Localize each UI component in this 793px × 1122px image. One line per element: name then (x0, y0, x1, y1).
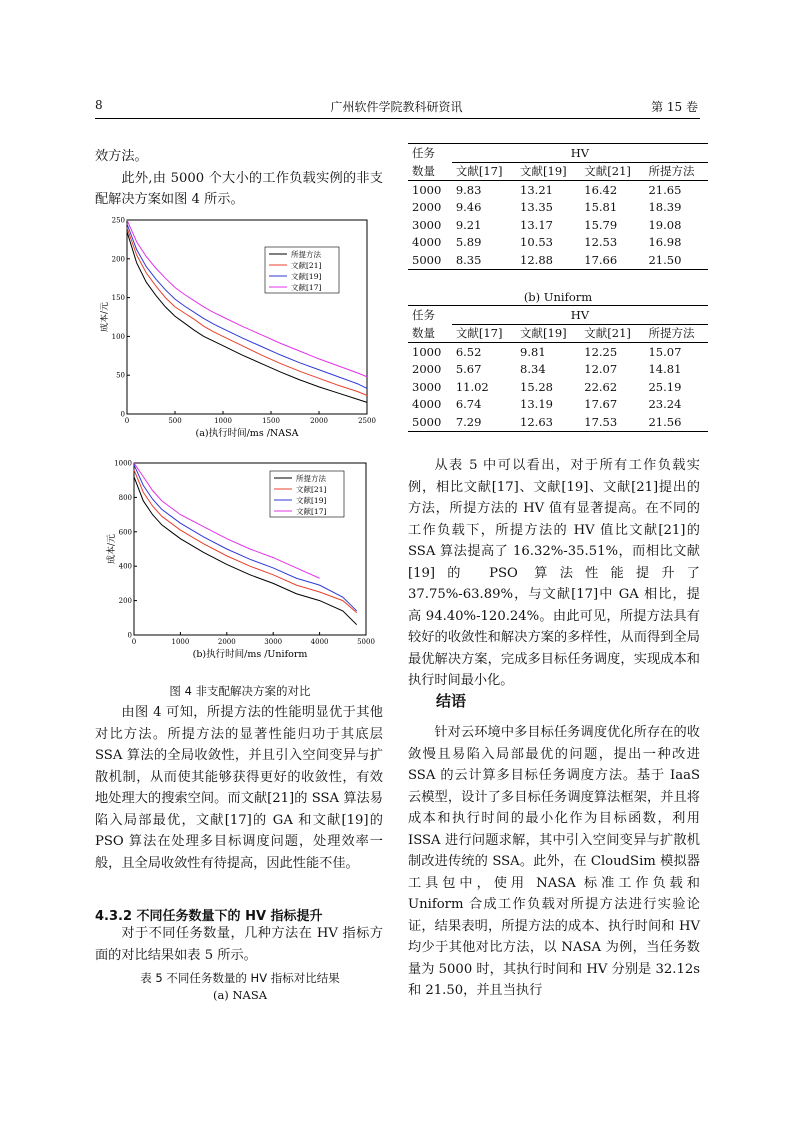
table-header-cell: 所提方法 (644, 324, 708, 343)
table-cell: 15.07 (648, 344, 682, 359)
legend-label: 所提方法 (296, 474, 326, 483)
table-cell: 6.74 (455, 397, 482, 412)
table-cell: 7.29 (452, 413, 516, 431)
table-cell: 17.67 (584, 397, 618, 412)
y-tick-label: 100 (111, 332, 125, 341)
figure-caption: 图 4 非支配解决方案的对比 (169, 684, 311, 698)
x-tick-label: 3000 (264, 638, 283, 646)
y-axis-label: 成本/元 (107, 533, 117, 565)
x-tick-label: 500 (168, 417, 182, 425)
y-tick-label: 200 (111, 255, 125, 264)
table-header-cell: 文献[21] (580, 324, 644, 343)
table-cell: 25.19 (648, 379, 682, 394)
table-cell: 13.35 (520, 200, 553, 215)
table-row (408, 378, 708, 396)
table-header-cell: 文献[17] (452, 324, 516, 343)
table-cell: 1000 (412, 182, 442, 197)
table-row (408, 181, 708, 199)
table-cell: 4000 (412, 397, 442, 412)
table-cell: 12.53 (584, 235, 618, 250)
table-cell: 4000 (412, 235, 442, 250)
conclusion-paragraph: 针对云环境中多目标任务调度优化所存在的收敛慢且易陷入局部最优的问题，提出一种改进 SSA 的云计算多目标任务调度方法。基于 IaaS 云模型，设计了多目标任务调度算法框架，并且将成本和执行时间的最小化作为目标函数，利用 ISSA 进行问题求解，其中引入空间变异与扩散机制改进传统的 SSA。此外，在 CloudSim 模拟器工具包中，使用 NASA 标准工作负载和 Uniform 合成工作负载对所提方法进行实验论证，结果表明，所提方法的成本、执行时间和 HV 均少于其他对比方法，以 NASA 为例，当任务数量为 5000 时，其执行时间和 HV 分别是 32.12s 和 21.50，并且当执行 (408, 725, 700, 998)
legend-label: 文献[19] (291, 272, 322, 281)
table-cell: 3000 (412, 379, 442, 394)
legend-label: 所提方法 (291, 250, 321, 259)
table-row (408, 361, 708, 379)
table-cell: 9.83 (455, 182, 482, 197)
table-header-cell: 所提方法 (644, 162, 708, 181)
table-cell: 16.42 (584, 182, 618, 197)
y-tick-label: 0 (127, 631, 132, 640)
legend-label: 文献[17] (291, 283, 322, 292)
left-analysis-paragraph: 由图 4 可知，所提方法的性能明显优于其他对比方法。所提方法的显著性能归功于其底层 SSA 算法的全局收敛性，并且引入空间变异与扩散机制，从而使其能够获得更好的收敛性，有效地处理大的搜索空间。而文献[21]的 SSA 算法易陷入局部最优，文献[17]的 GA 和文献[19]的 PSO 算法在处理多目标调度问题，处理效率一般，且全局收敛性有待提高，因此性能不佳。 (95, 705, 383, 871)
table-cell: 12.63 (516, 413, 580, 431)
left-top-text (95, 146, 383, 211)
x-tick-label: 1500 (262, 417, 280, 425)
y-axis-label: 成本/元 (100, 301, 110, 333)
table-cell: 10.53 (520, 235, 553, 250)
volume-label: 第 15 卷 (651, 100, 698, 114)
table-cell: 2000 (412, 362, 442, 377)
table-row (408, 251, 708, 269)
x-tick-label: 2000 (217, 638, 236, 646)
table-header-cell: 数量 (408, 324, 452, 343)
table-cell: 11.02 (455, 379, 489, 394)
journal-title: 广州软件学院教科研资讯 (330, 100, 463, 114)
chart-caption: (a)执行时间/ms /NASA (195, 428, 299, 439)
table-cell: 14.81 (648, 362, 682, 377)
y-tick-label: 600 (118, 528, 132, 537)
table-cell: 9.21 (455, 217, 482, 232)
table-header-row (408, 324, 708, 343)
legend-label: 文献[19] (296, 496, 327, 505)
left-body-text-2 (95, 923, 383, 966)
table-cell: 3000 (412, 217, 442, 232)
y-tick-label: 0 (120, 410, 125, 419)
table-cell: 19.08 (648, 217, 682, 232)
table-cell: 18.39 (648, 200, 682, 215)
table-header-row (408, 144, 708, 163)
table-cell: 21.65 (648, 182, 682, 197)
table-row (408, 216, 708, 234)
left-body-text (95, 702, 383, 874)
table-cell: 13.21 (520, 182, 553, 197)
table-cell: 5000 (408, 251, 452, 269)
table-cell: 9.46 (455, 200, 482, 215)
table-header-cell: 文献[19] (516, 162, 580, 181)
page-number: 8 (95, 98, 103, 112)
legend-label: 文献[17] (296, 507, 327, 516)
table-row (408, 199, 708, 217)
table-cell: 23.24 (648, 397, 682, 412)
y-tick-label: 400 (118, 562, 132, 571)
table-caption: 表 5 不同任务数量的 HV 指标对比结果 (140, 971, 340, 985)
chart-a (100, 212, 380, 452)
chart-caption: (b)执行时间/ms /Uniform (192, 649, 308, 660)
table-cell: 16.98 (648, 235, 682, 250)
table-sub-caption-uniform: (b) Uniform (523, 290, 593, 304)
table-cell: 5.89 (455, 235, 482, 250)
right-body-text (408, 455, 700, 692)
table-cell: 8.35 (452, 251, 516, 269)
table-cell: 8.34 (520, 362, 546, 377)
conclusion-heading: 结语 (436, 692, 467, 710)
table-header-cell: 任务 (408, 144, 452, 163)
y-tick-label: 800 (118, 493, 132, 502)
table-cell: 17.66 (580, 251, 644, 269)
left-figure-intro: 此外,由 5000 个大小的工作负载实例的非支配解决方案如图 4 所示。 (95, 170, 383, 207)
series-line (127, 220, 367, 377)
chart-b (100, 453, 380, 668)
table-header-cell: HV (452, 306, 708, 325)
table-header-cell: 数量 (408, 162, 452, 181)
table-row (408, 413, 708, 431)
table-row (408, 396, 708, 414)
table-cell: 17.53 (580, 413, 644, 431)
table-sub-caption-nasa: (a) NASA (212, 988, 268, 1002)
legend-label: 文献[21] (291, 261, 322, 270)
table-cell: 1000 (412, 344, 442, 359)
table-cell: 2000 (412, 200, 442, 215)
table-cell: 5.67 (455, 362, 482, 377)
table-cell: 21.56 (644, 413, 708, 431)
header-rule (95, 118, 700, 119)
x-tick-label: 5000 (357, 638, 375, 646)
table-cell: 15.28 (520, 379, 553, 394)
table-uniform (408, 305, 708, 432)
y-tick-label: 50 (116, 371, 125, 380)
table-cell: 22.62 (584, 379, 618, 394)
table-header-row (408, 306, 708, 325)
y-tick-label: 250 (111, 216, 125, 225)
table-row (408, 234, 708, 252)
table-header-cell: 文献[17] (452, 162, 516, 181)
y-tick-label: 1000 (114, 459, 132, 468)
y-tick-label: 200 (118, 597, 132, 606)
table-cell: 15.81 (584, 200, 618, 215)
table-header-cell: 文献[21] (580, 162, 644, 181)
table-cell: 12.07 (584, 362, 618, 377)
x-tick-label: 2500 (358, 417, 376, 425)
table-row (408, 343, 708, 361)
table-cell: 21.50 (644, 251, 708, 269)
x-tick-label: 0 (124, 417, 130, 425)
left-line1: 效方法。 (95, 149, 148, 164)
right-body-text-2 (408, 722, 700, 1002)
x-tick-label: 1000 (171, 638, 190, 646)
table-cell: 9.81 (520, 344, 546, 359)
right-analysis-paragraph: 从表 5 中可以看出，对于所有工作负载实例，相比文献[17]、文献[19]、文献[21]提出的方法，所提方法的 HV 值有显著提高。在不同的工作负载下，所提方法的 HV 值比文献[21]的 SSA 算法提高了 16.32%-35.51%，而相比文献[19]的 PSO 算法性能提升了 37.75%-63.89%，与文献[17]中 GA 相比，提高 94.40%-120.24%。由此可见，所提方法具有较好的收敛性和解决方案的多样性，从而得到全局最优解决方案，完成多目标任务调度，实现成本和执行时间最小化。 (408, 458, 700, 688)
section-heading-4-3-2: 4.3.2 不同任务数量下的 HV 指标提升 (95, 909, 323, 924)
table-header-cell: 任务 (408, 306, 452, 325)
table-cell: 13.17 (520, 217, 553, 232)
table-header-cell: HV (452, 144, 708, 163)
table-nasa (408, 143, 708, 270)
table-cell: 5000 (408, 413, 452, 431)
table-cell: 6.52 (455, 344, 482, 359)
x-tick-label: 2000 (310, 417, 328, 425)
table-header-row (408, 162, 708, 181)
y-tick-label: 150 (111, 294, 125, 303)
left-table-intro: 对于不同任务数量，几种方法在 HV 指标方面的对比结果如表 5 所示。 (95, 926, 383, 963)
table-cell: 13.19 (520, 397, 553, 412)
table-cell: 15.79 (584, 217, 618, 232)
legend-label: 文献[21] (296, 485, 327, 494)
x-tick-label: 1000 (214, 417, 232, 425)
x-tick-label: 0 (131, 638, 137, 646)
table-cell: 12.25 (584, 344, 618, 359)
x-tick-label: 4000 (310, 638, 329, 646)
table-cell: 12.88 (516, 251, 580, 269)
table-header-cell: 文献[19] (516, 324, 580, 343)
